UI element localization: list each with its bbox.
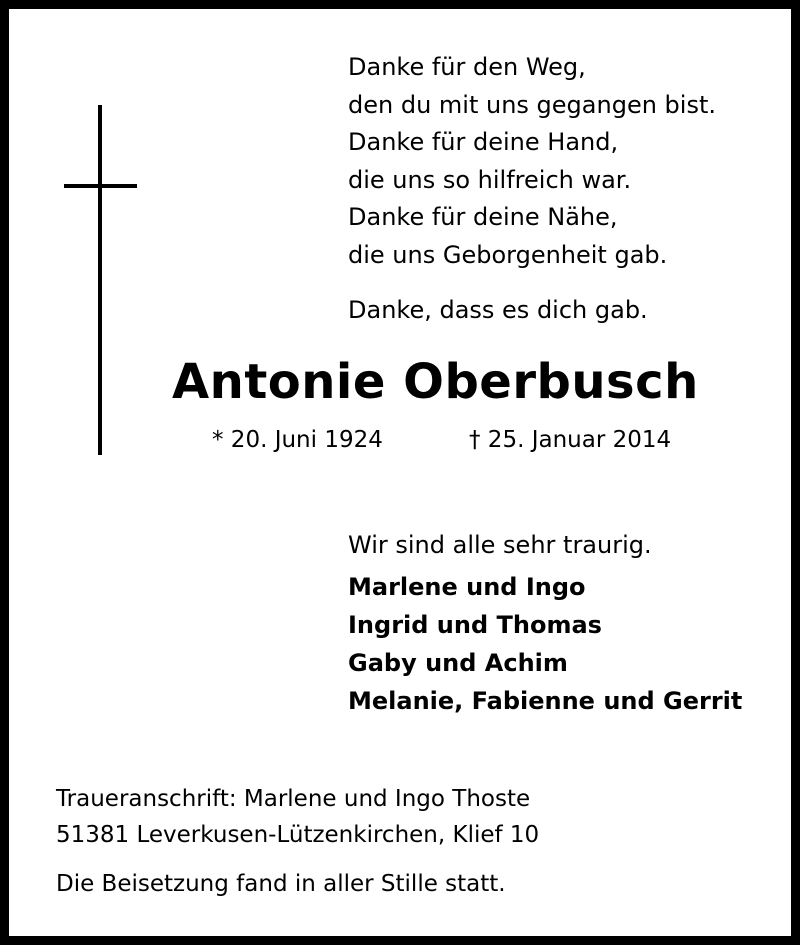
cross-icon-horizontal-bar: [64, 184, 137, 188]
burial-note: Die Beisetzung fand in aller Stille statt.: [56, 871, 506, 897]
cross-icon-vertical-bar: [98, 105, 102, 455]
poem: [348, 49, 716, 274]
address-line: Traueranschrift: Marlene und Ingo Thoste: [56, 786, 531, 812]
birth-date: * 20. Juni 1924: [212, 427, 383, 453]
poem-line: den du mit uns gegangen bist.: [348, 90, 716, 119]
poem-line: die uns Geborgenheit gab.: [348, 240, 668, 269]
mourner-name: Gaby und Achim: [348, 649, 568, 677]
poem-line: Danke für deine Nähe,: [348, 203, 618, 231]
poem-line: Danke für den Weg,: [348, 53, 586, 81]
deceased-name: Antonie Oberbusch: [172, 354, 699, 410]
mourner-name: Ingrid und Thomas: [348, 611, 602, 639]
poem-line: die uns so hilfreich war.: [348, 165, 632, 194]
poem-line: Danke für deine Hand,: [348, 128, 619, 156]
death-date: † 25. Januar 2014: [469, 427, 672, 453]
mourning-address: [56, 781, 539, 853]
mourners-intro: Wir sind alle sehr traurig.: [348, 531, 652, 559]
address-line: 51381 Leverkusen-Lützenkirchen, Klief 10: [56, 822, 540, 848]
poem-final-line: Danke, dass es dich gab.: [348, 296, 648, 324]
mourner-name: Marlene und Ingo: [348, 573, 586, 601]
mourners-list: [348, 568, 742, 720]
mourner-name: Melanie, Fabienne und Gerrit: [348, 687, 743, 715]
